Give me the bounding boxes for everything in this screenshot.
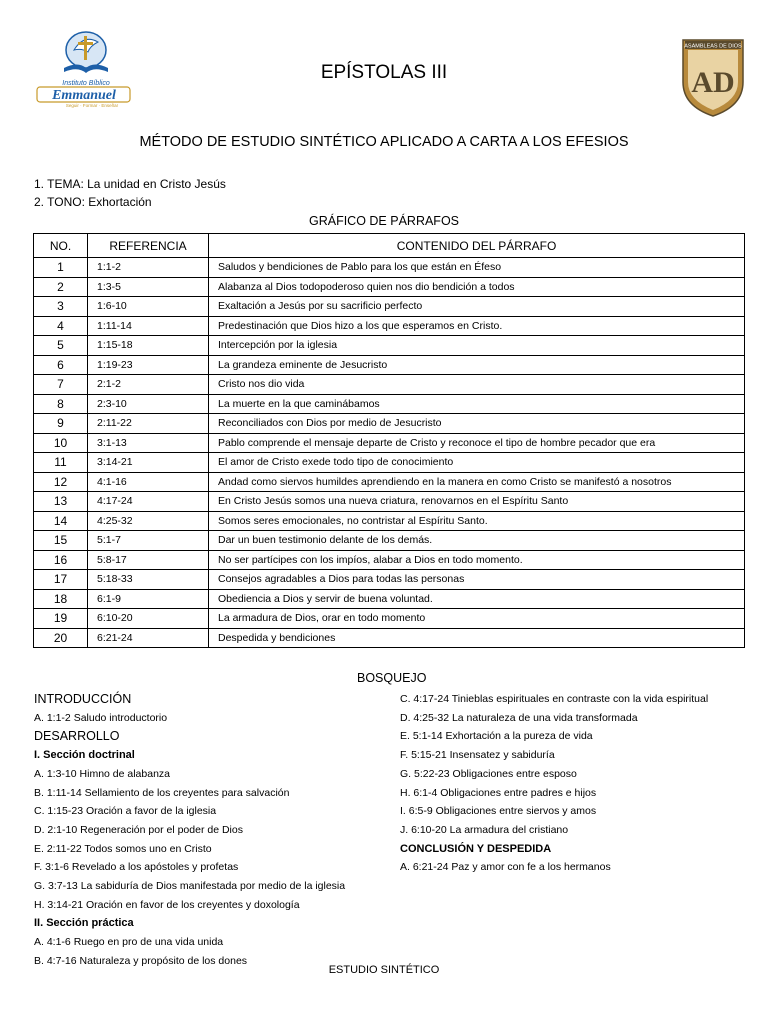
logo-tagline: Seguir · Formar · Enseñar: [65, 103, 119, 108]
row-reference: 1:3-5: [88, 277, 209, 297]
row-number: 4: [34, 316, 88, 336]
row-number: 3: [34, 297, 88, 317]
table-row: [34, 394, 745, 414]
row-number: 14: [34, 511, 88, 531]
row-content: La muerte en la que caminábamos: [209, 394, 745, 414]
table-body: [34, 258, 745, 648]
row-content: El amor de Cristo exede todo tipo de conocimiento: [209, 453, 745, 473]
outline-item: I. 6:5-9 Obligaciones entre siervos y amos: [400, 805, 597, 818]
row-reference: 1:11-14: [88, 316, 209, 336]
row-content: Saludos y bendiciones de Pablo para los que están en Éfeso: [209, 258, 745, 278]
table-row: [34, 492, 745, 512]
table-row: [34, 589, 745, 609]
row-reference: 3:14-21: [88, 453, 209, 473]
row-reference: 2:1-2: [88, 375, 209, 395]
outline-heading: II. Sección práctica: [34, 917, 134, 930]
table-row: [34, 277, 745, 297]
row-number: 8: [34, 394, 88, 414]
row-number: 20: [34, 628, 88, 648]
grafico-title: GRÁFICO DE PÁRRAFOS: [308, 214, 460, 228]
row-content: Predestinación que Dios hizo a los que esperamos en Cristo.: [209, 316, 745, 336]
paragraph-table: [33, 233, 745, 648]
row-number: 12: [34, 472, 88, 492]
ad-shield-icon: [679, 36, 747, 118]
row-content: Reconciliados con Dios por medio de Jesucristo: [209, 414, 745, 434]
outline-heading: INTRODUCCIÓN: [34, 692, 132, 706]
table-row: [34, 609, 745, 629]
logo-arc-text: ASAMBLEAS DE DIOS: [684, 43, 742, 50]
row-number: 5: [34, 336, 88, 356]
row-number: 18: [34, 589, 88, 609]
outline-heading: CONCLUSIÓN Y DESPEDIDA: [400, 842, 552, 855]
row-reference: 1:19-23: [88, 355, 209, 375]
row-content: No ser partícipes con los impíos, alabar a Dios en todo momento.: [209, 550, 745, 570]
outline-item: A. 4:1-6 Ruego en pro de una vida unida: [34, 936, 224, 949]
table-row: [34, 414, 745, 434]
row-content: Alabanza al Dios todopoderoso quien nos dio bendición a todos: [209, 277, 745, 297]
row-reference: 4:1-16: [88, 472, 209, 492]
logo-monogram: AD: [691, 66, 735, 99]
table-row: [34, 336, 745, 356]
table-row: [34, 570, 745, 590]
row-number: 11: [34, 453, 88, 473]
bosquejo-left-column: [34, 690, 394, 971]
row-reference: 6:10-20: [88, 609, 209, 629]
logo-line2: Emmanuel: [52, 88, 116, 103]
row-number: 13: [34, 492, 88, 512]
row-reference: 5:1-7: [88, 531, 209, 551]
row-reference: 3:1-13: [88, 433, 209, 453]
row-content: Pablo comprende el mensaje departe de Cristo y reconoce el tipo de hombre pecador que era: [209, 433, 745, 453]
outline-item: B. 4:7-16 Naturaleza y propósito de los dones: [34, 954, 248, 967]
row-content: Intercepción por la iglesia: [209, 336, 745, 356]
row-reference: 1:6-10: [88, 297, 209, 317]
header-no: NO.: [34, 234, 88, 258]
row-content: Andad como siervos humildes aprendiendo en la manera en como Cristo se manifestó a nosotros: [209, 472, 745, 492]
row-reference: 6:21-24: [88, 628, 209, 648]
outline-item: D. 4:25-32 La naturaleza de una vida transformada: [400, 711, 638, 724]
table-row: [34, 375, 745, 395]
table-row: [34, 511, 745, 531]
table-row: [34, 355, 745, 375]
outline-item: G. 5:22-23 Obligaciones entre esposo: [400, 767, 577, 780]
outline-item: A. 1:1-2 Saludo introductorio: [34, 711, 168, 724]
row-number: 10: [34, 433, 88, 453]
outline-item: H. 6:1-4 Obligaciones entre padres e hijos: [400, 786, 597, 799]
header-contenido: CONTENIDO DEL PÁRRAFO: [209, 234, 745, 258]
outline-item: J. 6:10-20 La armadura del cristiano: [400, 823, 569, 836]
outline-item: A. 6:21-24 Paz y amor con fe a los hermanos: [400, 861, 611, 874]
table-row: [34, 297, 745, 317]
row-number: 15: [34, 531, 88, 551]
outline-item: A. 1:3-10 Himno de alabanza: [34, 767, 171, 780]
row-number: 7: [34, 375, 88, 395]
header-referencia: REFERENCIA: [88, 234, 209, 258]
tono-line: 2. TONO: Exhortación: [34, 195, 152, 209]
row-reference: 5:18-33: [88, 570, 209, 590]
row-content: Exaltación a Jesús por su sacrificio perfecto: [209, 297, 745, 317]
row-number: 16: [34, 550, 88, 570]
outline-item: F. 5:15-21 Insensatez y sabiduría: [400, 749, 555, 762]
row-reference: 1:1-2: [88, 258, 209, 278]
table-row: [34, 433, 745, 453]
row-content: Obediencia a Dios y servir de buena voluntad.: [209, 589, 745, 609]
outline-item: E. 2:11-22 Todos somos uno en Cristo: [34, 842, 212, 855]
table-row: [34, 453, 745, 473]
table-row: [34, 531, 745, 551]
outline-item: G. 3:7-13 La sabiduría de Dios manifestada por medio de la iglesia: [34, 880, 346, 893]
row-content: La armadura de Dios, orar en todo momento: [209, 609, 745, 629]
row-number: 1: [34, 258, 88, 278]
row-number: 6: [34, 355, 88, 375]
row-content: Dar un buen testimonio delante de los demás.: [209, 531, 745, 551]
outline-item: F. 3:1-6 Revelado a los apóstoles y profetas: [34, 861, 239, 874]
row-number: 2: [34, 277, 88, 297]
row-reference: 2:11-22: [88, 414, 209, 434]
row-number: 19: [34, 609, 88, 629]
outline-heading: I. Sección doctrinal: [34, 749, 135, 762]
row-reference: 6:1-9: [88, 589, 209, 609]
table-header-row: [34, 234, 745, 258]
row-content: Cristo nos dio vida: [209, 375, 745, 395]
row-content: Somos seres emocionales, no contristar al Espíritu Santo.: [209, 511, 745, 531]
outline-item: C. 4:17-24 Tinieblas espirituales en contraste con la vida espiritual: [400, 693, 709, 705]
row-reference: 4:17-24: [88, 492, 209, 512]
outline-item: D. 2:1-10 Regeneración por el poder de Dios: [34, 823, 243, 836]
outline-item: C. 1:15-23 Oración a favor de la iglesia: [34, 805, 217, 818]
table-row: [34, 472, 745, 492]
table-row: [34, 316, 745, 336]
document-title: EPÍSTOLAS III: [320, 62, 448, 83]
row-content: La grandeza eminente de Jesucristo: [209, 355, 745, 375]
tema-line: 1. TEMA: La unidad en Cristo Jesús: [34, 177, 226, 191]
outline-heading: DESARROLLO: [34, 729, 120, 744]
row-reference: 5:8-17: [88, 550, 209, 570]
method-title: MÉTODO DE ESTUDIO SINTÉTICO APLICADO A CARTA A LOS EFESIOS: [139, 134, 629, 150]
logo-line1: Instituto Bíblico: [62, 80, 110, 87]
row-content: En Cristo Jesús somos una nueva criatura, renovarnos en el Espíritu Santo: [209, 492, 745, 512]
row-reference: 4:25-32: [88, 511, 209, 531]
table-row: [34, 628, 745, 648]
outline-item: E. 5:1-14 Exhortación a la pureza de vida: [400, 730, 593, 743]
asambleas-de-dios-logo: [679, 36, 747, 118]
outline-item: B. 1:11-14 Sellamiento de los creyentes para salvación: [34, 786, 290, 799]
outline-item: H. 3:14-21 Oración en favor de los creyentes y doxología: [34, 898, 300, 911]
row-reference: 1:15-18: [88, 336, 209, 356]
table-row: [34, 550, 745, 570]
row-content: Consejos agradables a Dios para todas las personas: [209, 570, 745, 590]
row-content: Despedida y bendiciones: [209, 628, 745, 648]
row-number: 17: [34, 570, 88, 590]
estudio-sintetico-heading: ESTUDIO SINTÉTICO: [328, 964, 440, 976]
row-number: 9: [34, 414, 88, 434]
row-reference: 2:3-10: [88, 394, 209, 414]
table-row: [34, 258, 745, 278]
bosquejo-title: BOSQUEJO: [357, 671, 427, 685]
bosquejo-right-column: [400, 690, 760, 877]
